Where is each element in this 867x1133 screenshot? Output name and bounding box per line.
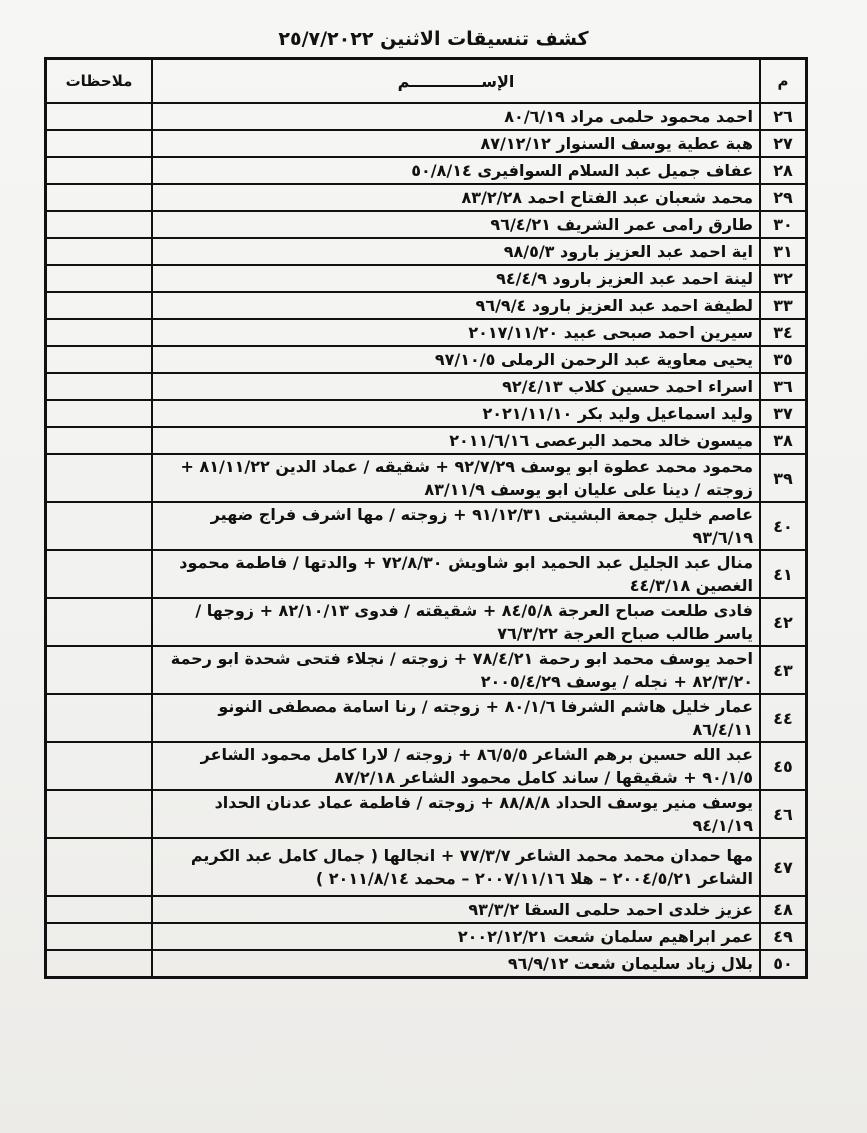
row-number: ٣١: [760, 238, 807, 265]
table-row: [46, 346, 807, 373]
table-row: [46, 373, 807, 400]
row-number: ٤٩: [760, 923, 807, 950]
table-row: [46, 157, 807, 184]
row-name: سيرين احمد صبحى عبيد ٢٠١٧/١١/٢٠: [152, 319, 760, 346]
row-number: ٣٠: [760, 211, 807, 238]
header-row: [46, 59, 807, 104]
page-title: كشف تنسيقات الاثنين ٢٥/٧/٢٠٢٢: [278, 28, 589, 50]
row-number: ٢٦: [760, 103, 807, 130]
row-name: محمد شعبان عبد الفتاح احمد ٨٣/٢/٢٨: [152, 184, 760, 211]
row-number: ٤٢: [760, 598, 807, 646]
row-notes: [46, 238, 153, 265]
row-name: محمود محمد عطوة ابو يوسف ٩٢/٧/٢٩ + شقيقه / عماد الدين ٨١/١١/٢٢ + زوجته / دينا على عليان ابو يوسف ٨٣/١١/٩: [152, 454, 760, 502]
row-number: ٣٤: [760, 319, 807, 346]
table-row: [46, 646, 807, 694]
table-row: [46, 319, 807, 346]
row-number: ٤٤: [760, 694, 807, 742]
row-notes: [46, 265, 153, 292]
row-notes: [46, 838, 153, 896]
row-name: بلال زياد سليمان شعت ٩٦/٩/١٢: [152, 950, 760, 978]
row-notes: [46, 550, 153, 598]
table-row: [46, 598, 807, 646]
row-number: ٣٥: [760, 346, 807, 373]
row-notes: [46, 790, 153, 838]
table-row: [46, 292, 807, 319]
row-notes: [46, 454, 153, 502]
row-number: ٢٧: [760, 130, 807, 157]
column-header-name: الإســـــــــــــم: [152, 59, 760, 104]
row-notes: [46, 694, 153, 742]
row-name: عمار خليل هاشم الشرفا ٨٠/١/٦ + زوجته / رنا اسامة مصطفى النونو ٨٦/٤/١١: [152, 694, 760, 742]
row-notes: [46, 130, 153, 157]
row-number: ٢٩: [760, 184, 807, 211]
row-name: احمد يوسف محمد ابو رحمة ٧٨/٤/٢١ + زوجته / نجلاء فتحى شحدة ابو رحمة ٨٢/٣/٢٠ + نجله / يوسف ٢٠٠٥/٤/٢٩: [152, 646, 760, 694]
row-notes: [46, 184, 153, 211]
row-name: لطيفة احمد عبد العزيز بارود ٩٦/٩/٤: [152, 292, 760, 319]
row-name: ميسون خالد محمد البرعصى ٢٠١١/٦/١٦: [152, 427, 760, 454]
row-name: عزيز خلدى احمد حلمى السقا ٩٣/٣/٢: [152, 896, 760, 923]
row-notes: [46, 923, 153, 950]
table-row: [46, 923, 807, 950]
column-header-notes: ملاحظات: [46, 59, 153, 104]
row-name: لينة احمد عبد العزيز بارود ٩٤/٤/٩: [152, 265, 760, 292]
row-number: ٤١: [760, 550, 807, 598]
table-row: [46, 790, 807, 838]
row-number: ٤٣: [760, 646, 807, 694]
row-number: ٤٥: [760, 742, 807, 790]
row-name: عبد الله حسين برهم الشاعر ٨٦/٥/٥ + زوجته / لارا كامل محمود الشاعر ٩٠/١/٥ + شقيقها / ساند كامل محمود الشاعر ٨٧/٢/١٨: [152, 742, 760, 790]
row-notes: [46, 598, 153, 646]
row-name: عفاف جميل عبد السلام السوافيرى ٥٠/٨/١٤: [152, 157, 760, 184]
table-row: [46, 502, 807, 550]
table-row: [46, 184, 807, 211]
table-row: [46, 211, 807, 238]
row-number: ٤٦: [760, 790, 807, 838]
row-number: ٣٢: [760, 265, 807, 292]
row-notes: [46, 400, 153, 427]
row-notes: [46, 896, 153, 923]
row-name: منال عبد الجليل عبد الحميد ابو شاويش ٧٢/٨/٣٠ + والدتها / فاطمة محمود الغصين ٤٤/٣/١٨: [152, 550, 760, 598]
row-number: ٢٨: [760, 157, 807, 184]
table-row: [46, 838, 807, 896]
row-number: ٤٠: [760, 502, 807, 550]
row-notes: [46, 157, 153, 184]
row-name: احمد محمود حلمى مراد ٨٠/٦/١٩: [152, 103, 760, 130]
row-name: يحيى معاوية عبد الرحمن الرملى ٩٧/١٠/٥: [152, 346, 760, 373]
row-name: هبة عطية يوسف السنوار ٨٧/١٢/١٢: [152, 130, 760, 157]
row-number: ٤٨: [760, 896, 807, 923]
table-row: [46, 130, 807, 157]
row-number: ٣٧: [760, 400, 807, 427]
row-name: عمر ابراهيم سلمان شعت ٢٠٠٢/١٢/٢١: [152, 923, 760, 950]
row-name: فادى طلعت صباح العرجة ٨٤/٥/٨ + شقيقته / فدوى ٨٢/١٠/١٣ + زوجها / ياسر طالب صباح العرجة ٧٦/٣/٢٢: [152, 598, 760, 646]
row-name: يوسف منير يوسف الحداد ٨٨/٨/٨ + زوجته / فاطمة عماد عدنان الحداد ٩٤/١/١٩: [152, 790, 760, 838]
table-row: [46, 238, 807, 265]
row-notes: [46, 292, 153, 319]
table-row: [46, 742, 807, 790]
row-number: ٣٦: [760, 373, 807, 400]
row-name: اية احمد عبد العزيز بارود ٩٨/٥/٣: [152, 238, 760, 265]
row-notes: [46, 646, 153, 694]
table-row: [46, 694, 807, 742]
row-number: ٤٧: [760, 838, 807, 896]
table-row: [46, 454, 807, 502]
row-notes: [46, 950, 153, 978]
table-row: [46, 103, 807, 130]
row-notes: [46, 427, 153, 454]
table-row: [46, 427, 807, 454]
row-name: عاصم خليل جمعة البشيتى ٩١/١٢/٣١ + زوجته / مها اشرف فراج ضهير ٩٣/٦/١٩: [152, 502, 760, 550]
row-number: ٣٨: [760, 427, 807, 454]
row-notes: [46, 742, 153, 790]
row-notes: [46, 103, 153, 130]
row-notes: [46, 373, 153, 400]
column-header-number: م: [760, 59, 807, 104]
table-row: [46, 896, 807, 923]
row-number: ٥٠: [760, 950, 807, 978]
row-notes: [46, 319, 153, 346]
row-name: اسراء احمد حسين كلاب ٩٢/٤/١٣: [152, 373, 760, 400]
row-notes: [46, 502, 153, 550]
table-row: [46, 950, 807, 978]
row-notes: [46, 211, 153, 238]
row-number: ٣٩: [760, 454, 807, 502]
row-name: وليد اسماعيل وليد بكر ٢٠٢١/١١/١٠: [152, 400, 760, 427]
row-name: طارق رامى عمر الشريف ٩٦/٤/٢١: [152, 211, 760, 238]
roster-table: [44, 57, 808, 979]
table-row: [46, 550, 807, 598]
row-notes: [46, 346, 153, 373]
table-row: [46, 400, 807, 427]
table-row: [46, 265, 807, 292]
row-name: مها حمدان محمد محمد الشاعر ٧٧/٣/٧ + انجالها ( جمال كامل عبد الكريم الشاعر ٢٠٠٤/٥/٢١ – هلا ٢٠٠٧/١١/١٦ – محمد ٢٠١١/٨/١٤ ): [152, 838, 760, 896]
row-number: ٣٣: [760, 292, 807, 319]
